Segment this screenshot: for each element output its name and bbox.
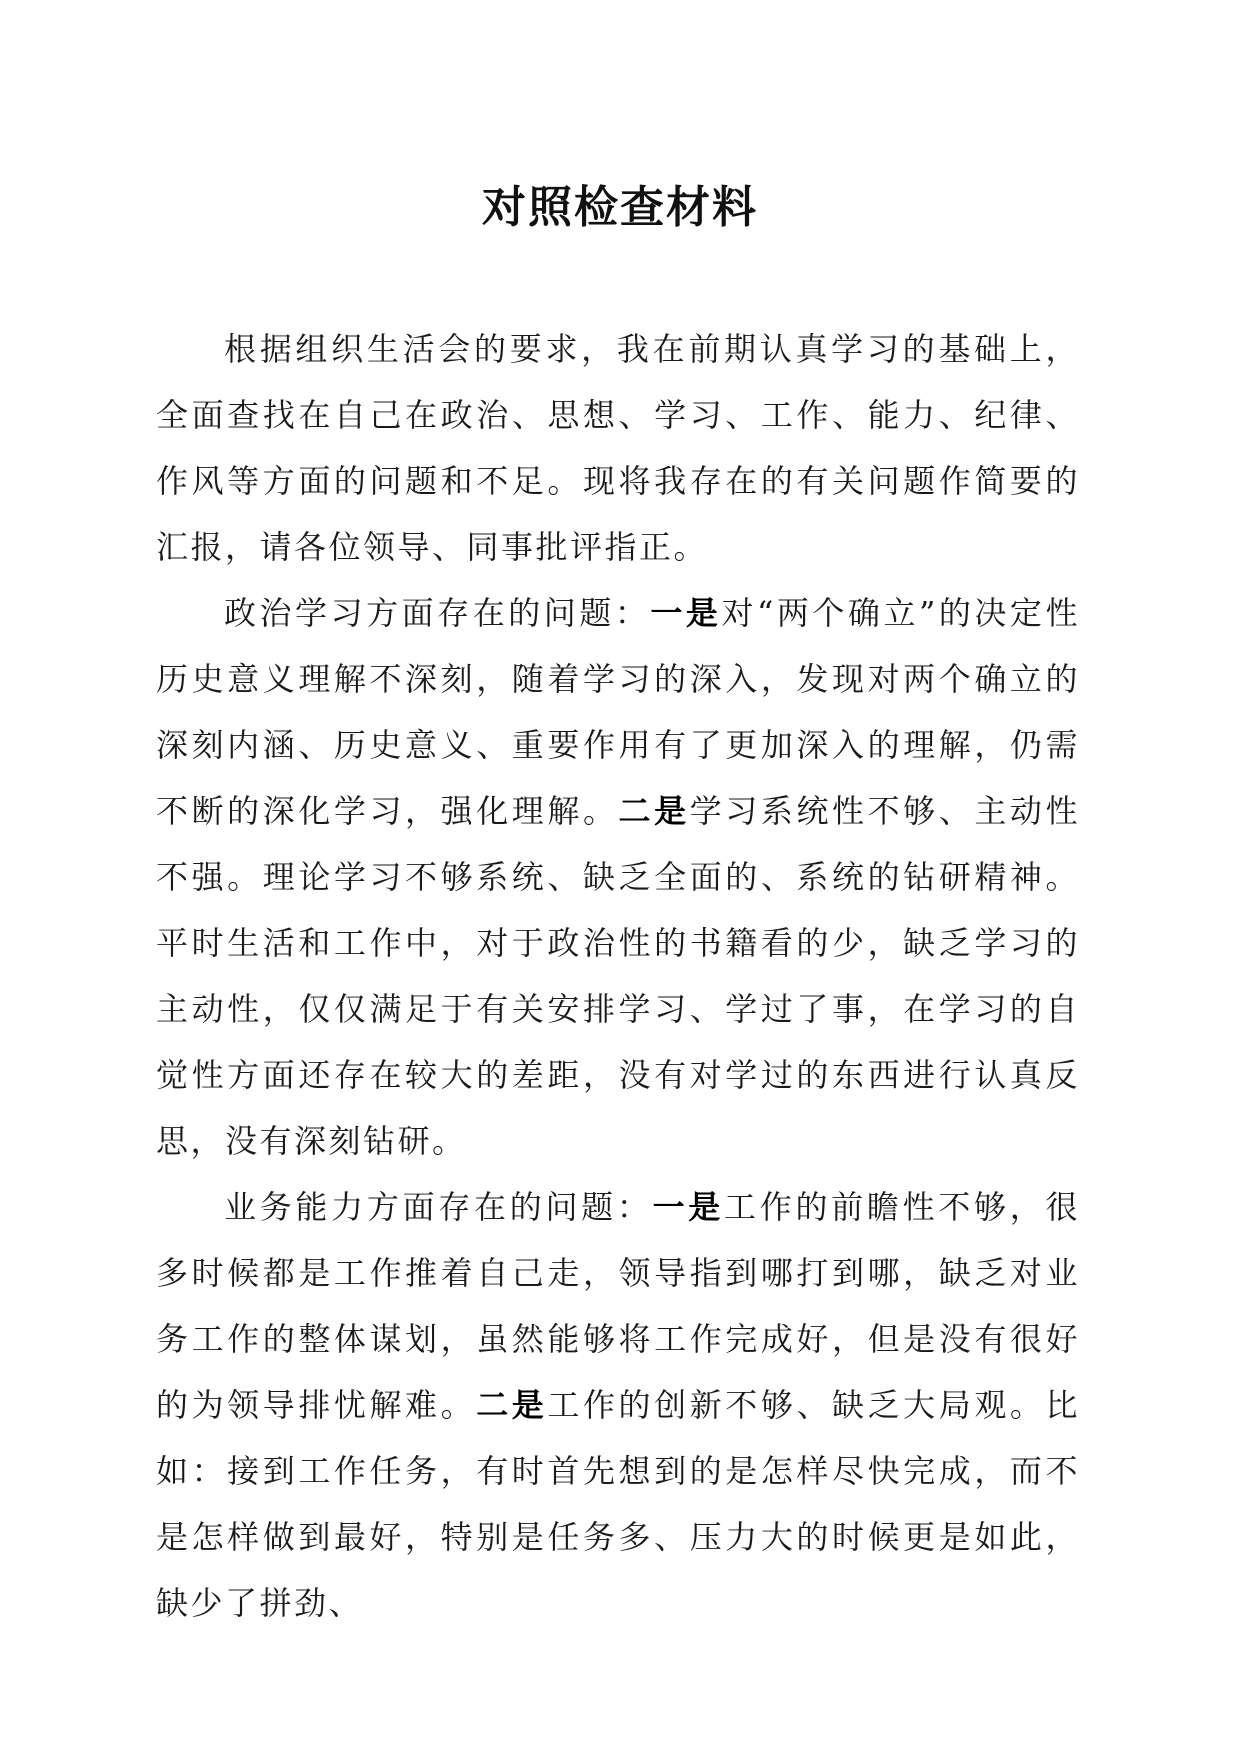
point-lead-first: 一是 <box>652 1188 725 1226</box>
point-lead-first: 一是 <box>650 594 722 632</box>
paragraph-text: 政治学习方面存在的问题： <box>224 594 651 632</box>
paragraph-business-ability <box>156 1174 1080 1636</box>
paragraph-intro <box>156 316 1080 580</box>
point-lead-second: 二是 <box>476 1386 548 1424</box>
paragraph-political-study <box>156 580 1080 1174</box>
document-body <box>156 316 1080 1636</box>
point-lead-second: 二是 <box>618 792 690 830</box>
paragraph-text: 对“两个确立”的决定性历史意义理解不深刻，随着学习的深入，发现对两个确立的深刻内涵、历史意义、重要作用有了更加深入的理解，仍需不断的深化学习，强化理解。 <box>156 594 1080 830</box>
paragraph-text: 工作的创新不够、缺乏大局观。比如：接到工作任务，有时首先想到的是怎样尽快完成，而不是怎样做到最好，特别是任务多、压力大的时候更是如此，缺少了拼劲、 <box>156 1386 1080 1622</box>
paragraph-text: 工作的前瞻性不够，很多时候都是工作推着自己走，领导指到哪打到哪，缺乏对业务工作的整体谋划，虽然能够将工作完成好，但是没有很好的为领导排忧解难。 <box>156 1188 1080 1424</box>
document-title: 对照检查材料 <box>482 182 758 233</box>
paragraph-text: 根据组织生活会的要求，我在前期认真学习的基础上，全面查找在自己在政治、思想、学习、工作、能力、纪律、作风等方面的问题和不足。现将我存在的有关问题作简要的汇报，请各位领导、同事批评指正。 <box>156 330 1080 566</box>
paragraph-text: 学习系统性不够、主动性不强。理论学习不够系统、缺乏全面的、系统的钻研精神。平时生活和工作中，对于政治性的书籍看的少，缺乏学习的主动性，仅仅满足于有关安排学习、学过了事，在学习的自觉性方面还存在较大的差距，没有对学过的东西进行认真反思，没有深刻钻研。 <box>156 792 1080 1160</box>
paragraph-text: 业务能力方面存在的问题： <box>224 1188 653 1226</box>
